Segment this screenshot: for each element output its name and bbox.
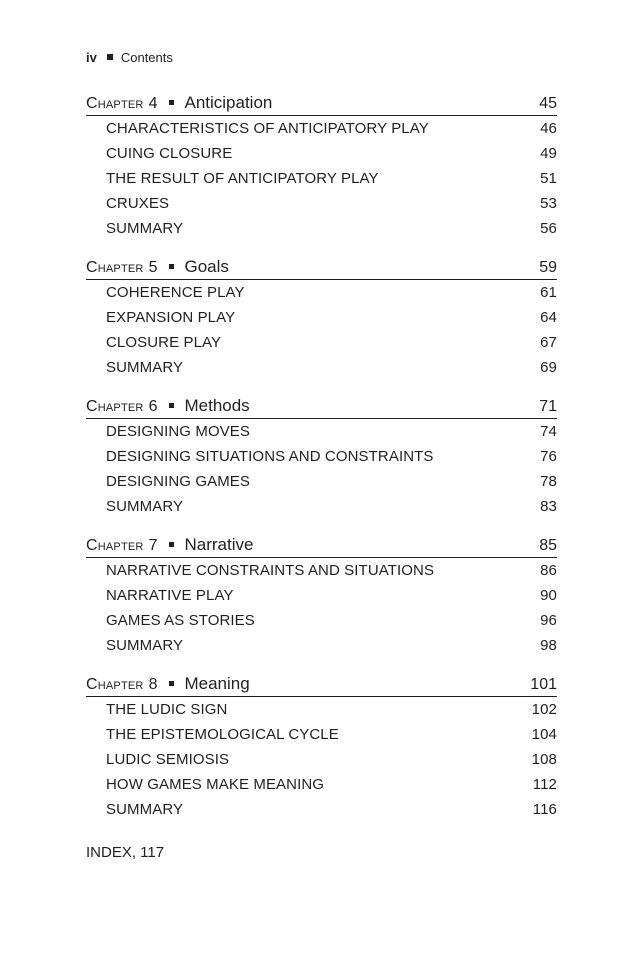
entry-title: SUMMARY [106,801,184,818]
chapter-title: Narrative [184,535,254,554]
square-bullet-icon [107,54,113,60]
chapter-title: Methods [184,396,250,415]
entry-title: NARRATIVE PLAY [106,587,234,604]
entry-page-number: 74 [540,423,557,440]
chapter-number: 5 [148,259,158,276]
entry-page-number: 108 [531,751,557,768]
running-head [86,50,173,66]
entry-title: DESIGNING GAMES [106,473,251,490]
entry-page-number: 90 [540,587,557,604]
toc-entry[interactable] [86,419,557,444]
chapter-title: Meaning [184,674,250,693]
entry-title: CHARACTERISTICS OF ANTICIPATORY PLAY [106,120,429,137]
entry-title: CUING CLOSURE [106,145,233,162]
chapter-title: Anticipation [184,93,273,112]
toc-entry[interactable] [86,797,557,822]
entry-title: LUDIC SEMIOSIS [106,751,230,768]
entry-page-number: 69 [540,359,557,376]
square-bullet-icon [169,681,174,686]
chapter-title: Goals [184,257,229,276]
chapter-label: Chapter [86,398,144,415]
chapter-7 [86,534,557,658]
entry-title: GAMES AS STORIES [106,612,255,629]
entry-page-number: 53 [540,195,557,212]
chapter-heading[interactable] [86,256,557,280]
entry-page-number: 78 [540,473,557,490]
entry-title: THE LUDIC SIGN [106,701,228,718]
toc-entry[interactable] [86,280,557,305]
toc-entry[interactable] [86,444,557,469]
toc-entry[interactable] [86,722,557,747]
entry-title: COHERENCE PLAY [106,284,245,301]
entry-page-number: 98 [540,637,557,654]
chapter-8 [86,673,557,822]
entry-title: CRUXES [106,195,170,212]
entry-page-number: 51 [540,170,557,187]
index-entry[interactable]: INDEX, 117 [86,844,165,861]
square-bullet-icon [169,100,174,105]
chapter-list [86,92,557,837]
toc-entry[interactable] [86,608,557,633]
entry-page-number: 112 [532,776,557,793]
toc-entry[interactable] [86,166,557,191]
entry-title: THE EPISTEMOLOGICAL CYCLE [106,726,339,743]
chapter-number: 4 [148,95,158,112]
entry-page-number: 67 [540,334,557,351]
entry-page-number: 116 [532,801,557,818]
toc-entry[interactable] [86,141,557,166]
toc-entry[interactable] [86,355,557,380]
entry-page-number: 46 [540,120,557,137]
square-bullet-icon [169,264,174,269]
toc-entry[interactable] [86,330,557,355]
chapter-heading[interactable] [86,534,557,558]
entry-page-number: 76 [540,448,557,465]
entry-title: HOW GAMES MAKE MEANING [106,776,325,793]
entry-page-number: 102 [531,701,557,718]
chapter-label: Chapter [86,537,144,554]
chapter-page-number: 85 [539,537,557,554]
chapter-number: 6 [148,398,158,415]
chapter-5 [86,256,557,380]
toc-entry[interactable] [86,305,557,330]
entry-title: DESIGNING SITUATIONS AND CONSTRAINTS [106,448,434,465]
chapter-label: Chapter [86,259,144,276]
chapter-label: Chapter [86,676,144,693]
entry-title: SUMMARY [106,359,184,376]
entry-title: DESIGNING MOVES [106,423,251,440]
toc-entry[interactable] [86,583,557,608]
entry-page-number: 61 [540,284,557,301]
square-bullet-icon [169,403,174,408]
entry-page-number: 96 [540,612,557,629]
toc-entry[interactable] [86,633,557,658]
chapter-6 [86,395,557,519]
toc-entry[interactable] [86,494,557,519]
entry-title: SUMMARY [106,498,184,515]
square-bullet-icon [169,542,174,547]
toc-entry[interactable] [86,116,557,141]
entry-page-number: 56 [540,220,557,237]
toc-entry[interactable] [86,191,557,216]
entry-title: SUMMARY [106,220,184,237]
chapter-4 [86,92,557,241]
chapter-page-number: 59 [539,259,557,276]
chapter-label: Chapter [86,95,144,112]
toc-entry[interactable] [86,216,557,241]
chapter-page-number: 71 [539,398,557,415]
entry-title: SUMMARY [106,637,184,654]
toc-entry[interactable] [86,747,557,772]
entry-page-number: 83 [540,498,557,515]
entry-page-number: 49 [540,145,557,162]
chapter-heading[interactable] [86,395,557,419]
chapter-page-number: 45 [539,95,557,112]
chapter-heading[interactable] [86,673,557,697]
entry-title: NARRATIVE CONSTRAINTS AND SITUATIONS [106,562,435,579]
page-folio: iv [86,50,97,65]
toc-entry[interactable] [86,469,557,494]
chapter-page-number: 101 [530,676,557,693]
entry-title: THE RESULT OF ANTICIPATORY PLAY [106,170,379,187]
toc-entry[interactable] [86,558,557,583]
chapter-heading[interactable] [86,92,557,116]
chapter-number: 8 [148,676,158,693]
toc-entry[interactable] [86,697,557,722]
toc-entry[interactable] [86,772,557,797]
chapter-number: 7 [148,537,158,554]
entry-title: EXPANSION PLAY [106,309,236,326]
entry-title: CLOSURE PLAY [106,334,222,351]
running-head-title: Contents [120,50,173,65]
entry-page-number: 86 [540,562,557,579]
entry-page-number: 104 [531,726,557,743]
entry-page-number: 64 [540,309,557,326]
